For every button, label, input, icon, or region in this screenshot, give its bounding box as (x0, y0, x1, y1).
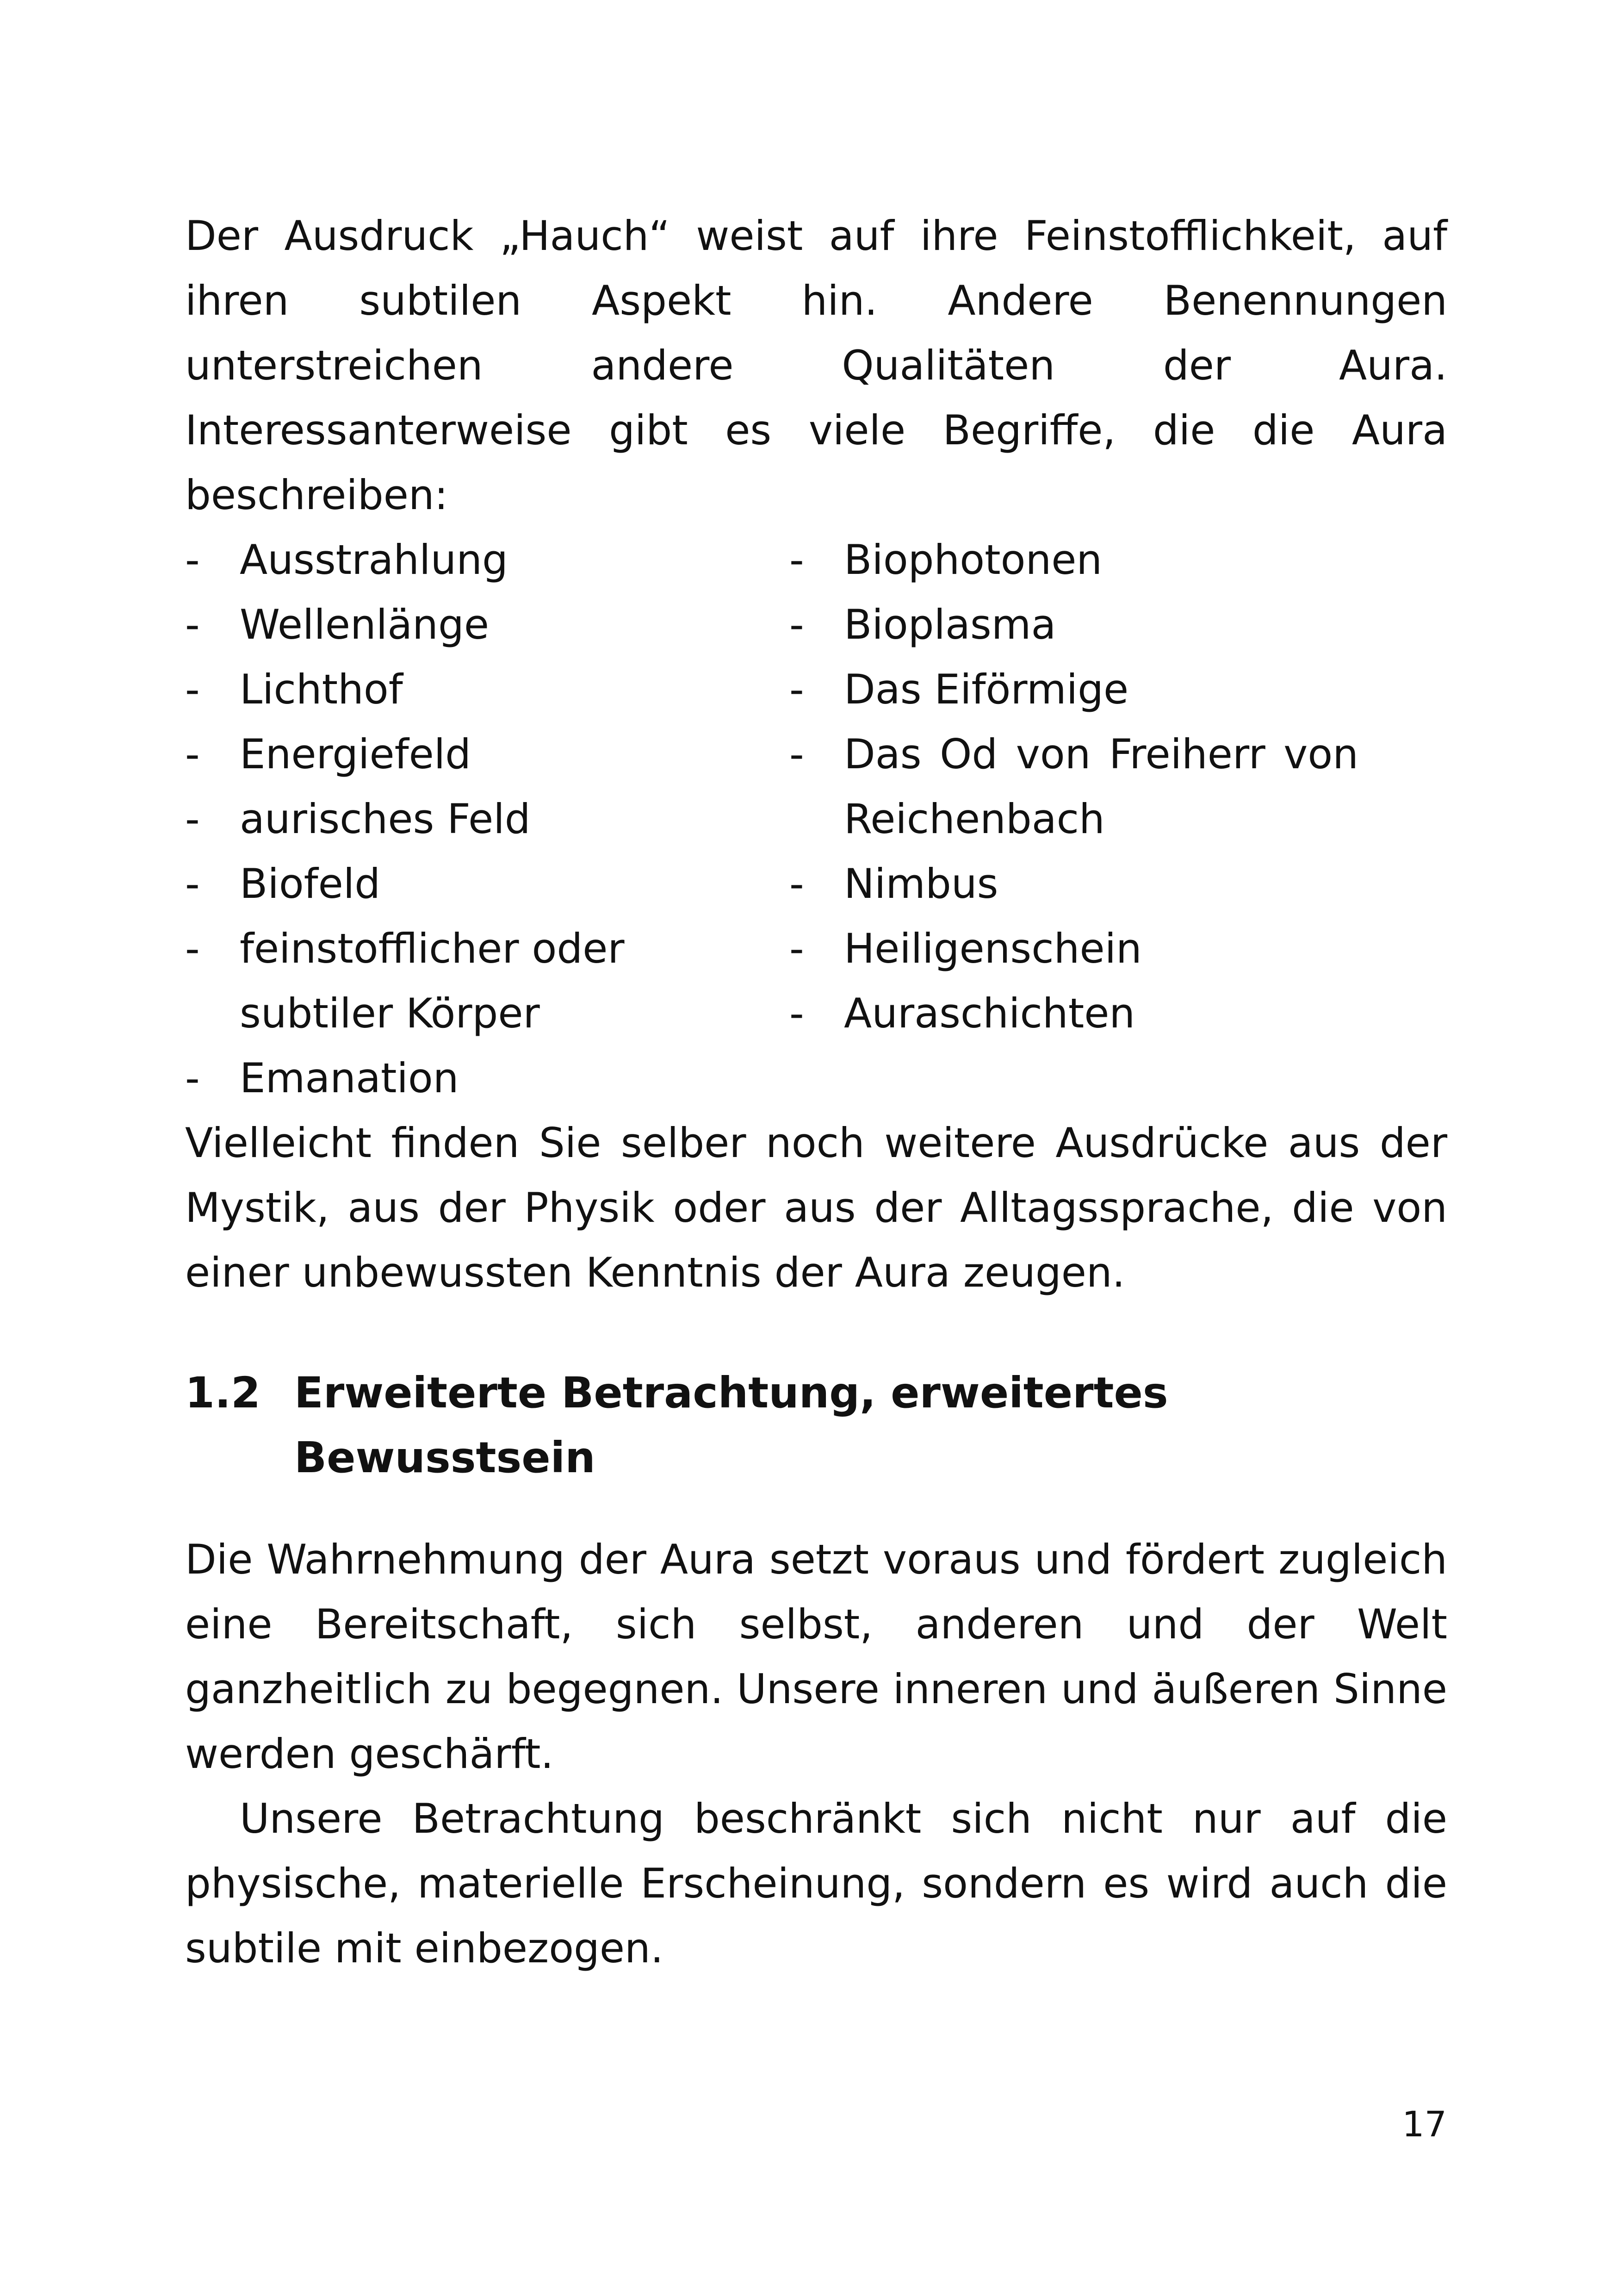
list-item-text: Nimbus (844, 860, 998, 908)
list-item-text: Ausstrahlung (240, 536, 508, 584)
section-paragraph-1: Die Wahrnehmung der Aura setzt voraus und fördert zugleich eine Bereitschaft, sich selbst, anderen und der Welt ganzheitlich zu begegnen. Unsere inneren und äußeren Sinne werden geschärft. (185, 1536, 1447, 1778)
section-heading (185, 1361, 1447, 1490)
list-item-text: Das Eiförmige (844, 666, 1129, 713)
list-item (789, 852, 1358, 916)
list-item (185, 657, 789, 722)
list-item-text: Lichthof (240, 666, 403, 713)
list-dash: - (185, 1054, 200, 1102)
list-dash: - (789, 925, 804, 972)
list-item-text: Wellenlänge (240, 601, 489, 648)
list-item-text: Heiligenschein (844, 925, 1142, 972)
list-dash: - (185, 601, 200, 648)
intro-paragraph: Der Ausdruck „Hauch“ weist auf ihre Feinstofflichkeit, auf ihren subtilen Aspekt hin. Andere Benennungen unterstreichen andere Qualitäten der Aura. Interessanterweise gibt es viele Begriffe, die die Aura beschreiben: (185, 212, 1447, 519)
list-item (185, 1046, 789, 1111)
section-number: 1.2 (185, 1368, 260, 1418)
list-item-text: Energiefeld (240, 730, 471, 778)
list-item (789, 657, 1358, 722)
list-dash: - (185, 795, 200, 843)
list-item-text: Das Od von Freiherr von Reichenbach (844, 730, 1358, 843)
list-item (185, 592, 789, 657)
list-dash: - (789, 666, 804, 713)
list-item (789, 722, 1358, 852)
list-item (789, 528, 1358, 592)
list-dash: - (185, 730, 200, 778)
list-item-text: Biofeld (240, 860, 381, 908)
list-dash: - (789, 536, 804, 584)
list-item (185, 787, 789, 852)
page-number: 17 (1402, 2103, 1447, 2145)
list-item (185, 528, 789, 592)
list-item-text: Auraschichten (844, 989, 1135, 1037)
list-dash: - (185, 860, 200, 908)
term-lists (185, 528, 1447, 1111)
list-item-text: feinstofflicher oder subtiler Körper (240, 925, 625, 1037)
list-item (789, 592, 1358, 657)
after-list-paragraph: Vielleicht finden Sie selber noch weitere Ausdrücke aus der Mystik, aus der Physik oder aus der Alltagssprache, die von einer unbewussten Kenntnis der Aura zeugen. (185, 1119, 1447, 1296)
list-dash: - (789, 989, 804, 1037)
list-item (185, 916, 789, 1046)
list-dash: - (789, 860, 804, 908)
list-dash: - (185, 925, 200, 972)
list-dash: - (185, 666, 200, 713)
list-dash: - (789, 730, 804, 778)
list-dash: - (185, 536, 200, 584)
list-item (185, 852, 789, 916)
section-paragraph-2: Unsere Betrachtung beschränkt sich nicht nur auf die physische, materielle Erscheinung, sondern es wird auch die subtile mit einbezogen. (185, 1795, 1447, 1972)
list-item-text: Biophotonen (844, 536, 1103, 584)
term-list-left (185, 528, 789, 1111)
list-item-text: aurisches Feld (240, 795, 531, 843)
list-item-text: Emanation (240, 1054, 459, 1102)
list-item (185, 722, 789, 787)
list-dash: - (789, 601, 804, 648)
list-item (789, 916, 1358, 981)
term-list-right (789, 528, 1358, 1111)
list-item (789, 981, 1358, 1046)
section-title: Erweiterte Betrachtung, erweitertes Bewusstsein (294, 1368, 1168, 1482)
list-item-text: Bioplasma (844, 601, 1056, 648)
page-content (185, 204, 1447, 1981)
